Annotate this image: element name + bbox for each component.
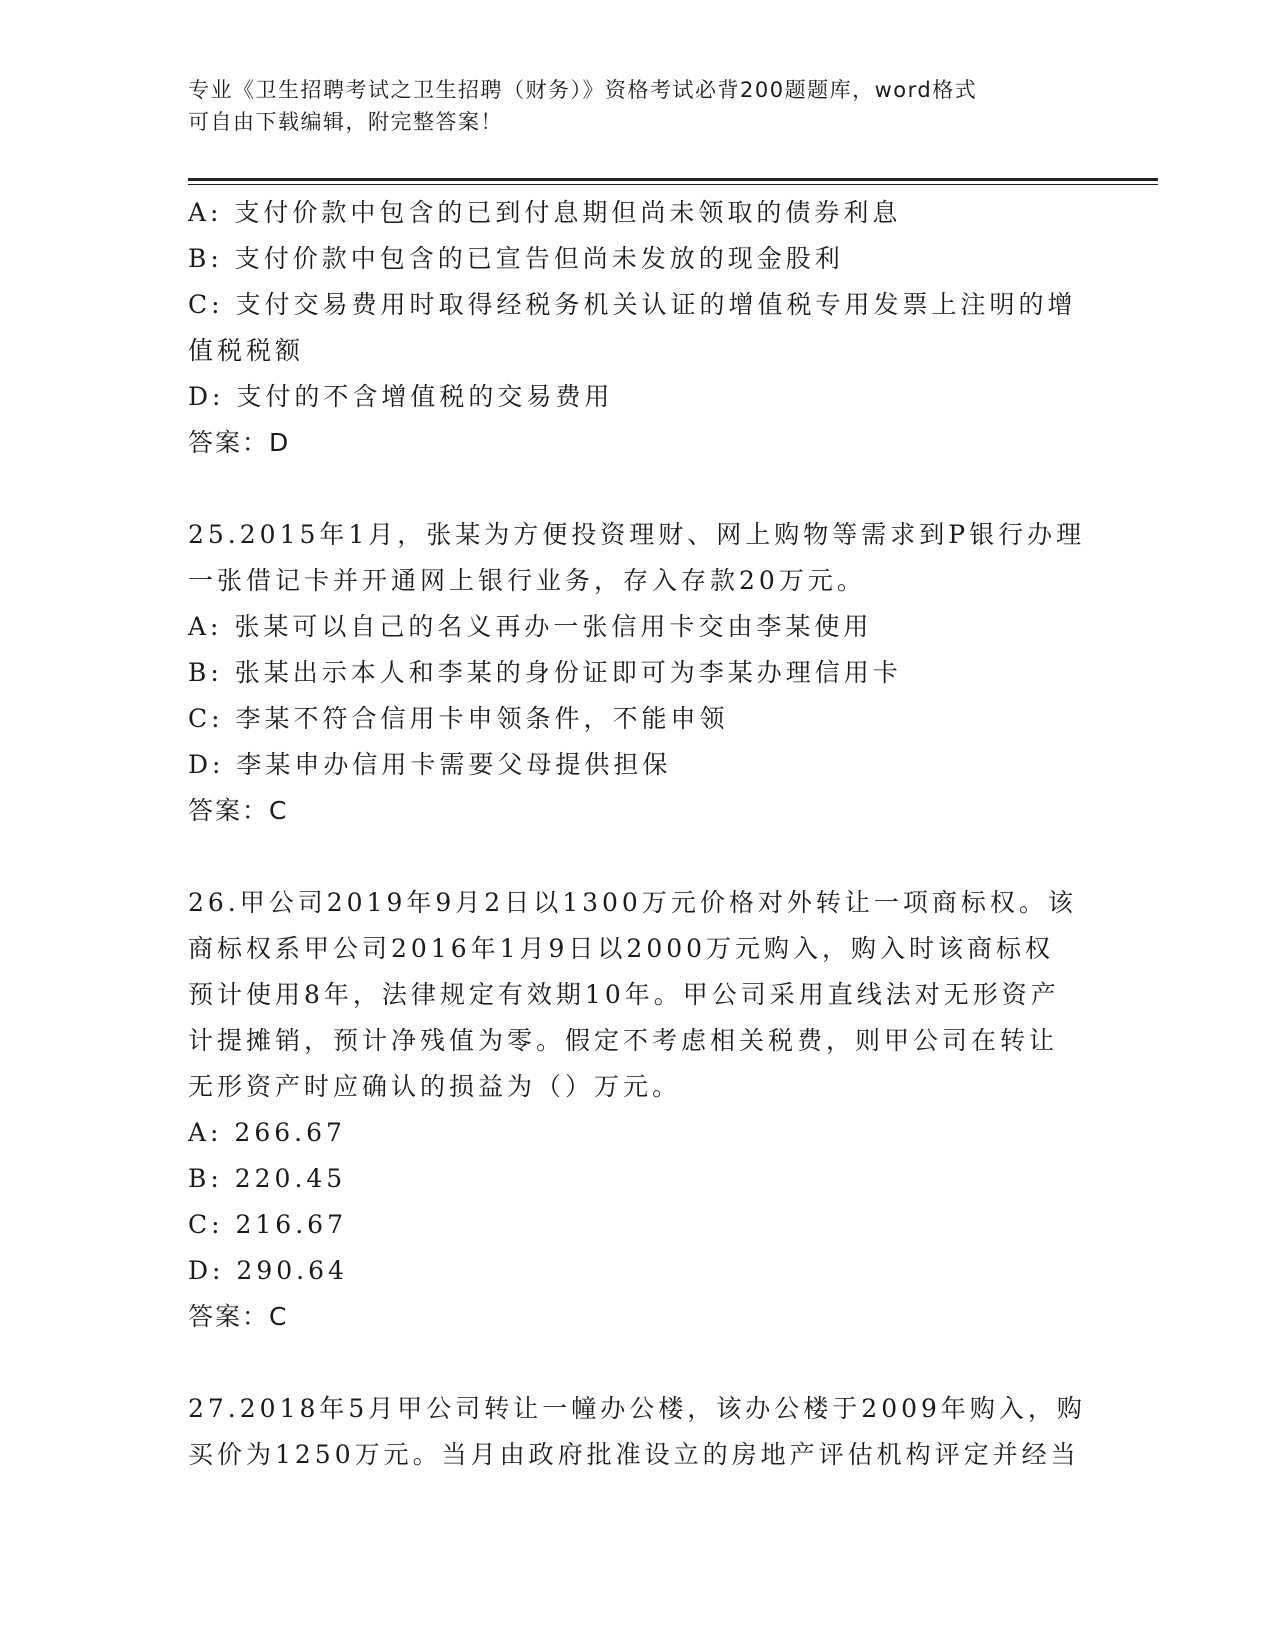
answer: 答案：C xyxy=(188,796,289,825)
question-stem-line: 计提摊销，预计净残值为零。假定不考虑相关税费，则甲公司在转让 xyxy=(188,1026,1059,1055)
question-stem-line: 买价为1250万元。当月由政府批准设立的房地产评估机构评定并经当 xyxy=(188,1440,1080,1469)
question-stem-line: 27.2018年5月甲公司转让一幢办公楼，该办公楼于2009年购入，购 xyxy=(188,1394,1086,1423)
option-c: C: 216.67 xyxy=(188,1210,347,1239)
option-d: D: 李某申办信用卡需要父母提供担保 xyxy=(188,750,672,779)
question-stem-line: 无形资产时应确认的损益为（）万元。 xyxy=(188,1072,682,1101)
answer: 答案：D xyxy=(188,428,291,457)
header-title-line-2: 可自由下载编辑，附完整答案！ xyxy=(188,110,503,134)
question-stem-line: 26.甲公司2019年9月2日以1300万元价格对外转让一项商标权。该 xyxy=(188,888,1077,917)
document-header xyxy=(188,74,1088,138)
option-d: D: 支付的不含增值税的交易费用 xyxy=(188,382,614,411)
option-c: C: 支付交易费用时取得经税务机关认证的增值税专用发票上注明的增 xyxy=(188,290,1077,319)
question-stem-line: 一张借记卡并开通网上银行业务，存入存款20万元。 xyxy=(188,566,866,595)
question-content xyxy=(188,190,1088,1478)
option-b: B: 支付价款中包含的已宣告但尚未发放的现金股利 xyxy=(188,244,844,273)
header-divider-thick xyxy=(188,178,1158,181)
question-stem-line: 25.2015年1月，张某为方便投资理财、网上购物等需求到P银行办理 xyxy=(188,520,1086,549)
header-divider-thin xyxy=(188,184,1158,185)
option-c: C: 李某不符合信用卡申领条件，不能申领 xyxy=(188,704,729,733)
option-a: A: 支付价款中包含的已到付息期但尚未领取的债券利息 xyxy=(188,198,902,227)
question-25 xyxy=(188,512,1088,834)
option-b: B: 220.45 xyxy=(188,1164,347,1193)
header-title-line-1: 专业《卫生招聘考试之卫生招聘（财务）》资格考试必背200题题库，word格式 xyxy=(188,78,978,102)
question-26 xyxy=(188,880,1088,1340)
option-a: A: 张某可以自己的名义再办一张信用卡交由李某使用 xyxy=(188,612,873,641)
question-24 xyxy=(188,190,1088,466)
option-d: D: 290.64 xyxy=(188,1256,348,1285)
question-27 xyxy=(188,1386,1088,1478)
option-a: A: 266.67 xyxy=(188,1118,346,1147)
answer: 答案：C xyxy=(188,1302,289,1331)
question-stem-line: 商标权系甲公司2016年1月9日以2000万元购入，购入时该商标权 xyxy=(188,934,1055,963)
option-c-continued: 值税税额 xyxy=(188,336,305,365)
option-b: B: 张某出示本人和李某的身份证即可为李某办理信用卡 xyxy=(188,658,902,687)
question-stem-line: 预计使用8年，法律规定有效期10年。甲公司采用直线法对无形资产 xyxy=(188,980,1060,1009)
